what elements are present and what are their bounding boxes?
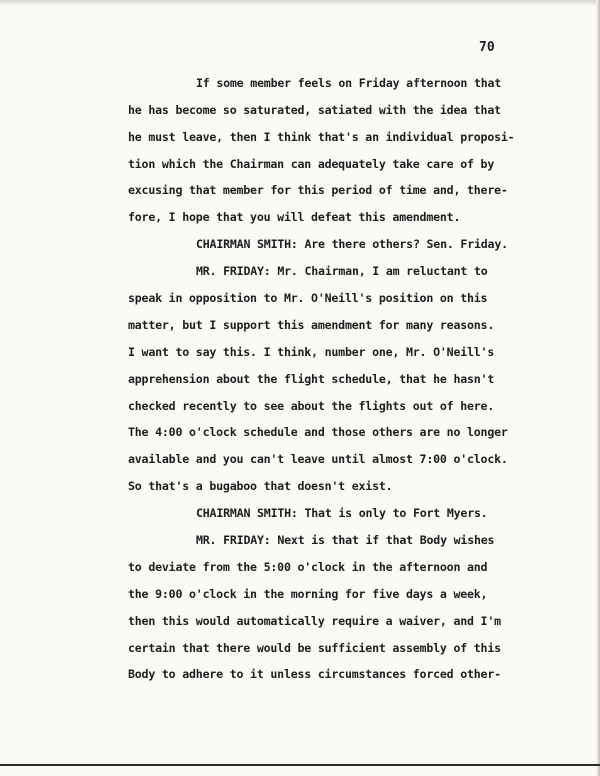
bottom-rule (0, 764, 600, 766)
text-line: he must leave, then I think that's an individual proposi- (128, 130, 515, 144)
text-line: The 4:00 o'clock schedule and those others are no longer (128, 425, 508, 439)
paper-right-edge (596, 0, 600, 776)
speaker-line: CHAIRMAN SMITH: That is only to Fort Myers. (196, 506, 488, 520)
text-line: excusing that member for this period of time and, there- (128, 183, 508, 197)
text-line: matter, but I support this amendment for many reasons. (128, 318, 495, 332)
text-line: the 9:00 o'clock in the morning for five days a week, (128, 587, 488, 601)
text-line: If some member feels on Friday afternoon that (196, 76, 502, 90)
text-line: tion which the Chairman can adequately take care of by (128, 157, 495, 171)
text-line: certain that there would be sufficient assembly of this (128, 641, 501, 655)
text-line: to deviate from the 5:00 o'clock in the afternoon and (128, 560, 488, 574)
text-line: then this would automatically require a waiver, and I'm (128, 614, 501, 628)
speaker-line: CHAIRMAN SMITH: Are there others? Sen. Friday. (196, 237, 508, 251)
text-line: fore, I hope that you will defeat this amendment. (128, 210, 461, 224)
text-line: available and you can't leave until almost 7:00 o'clock. (128, 452, 508, 466)
text-line: checked recently to see about the flights out of here. (128, 399, 495, 413)
speaker-line: MR. FRIDAY: Next is that if that Body wishes (196, 533, 495, 547)
text-line: I want to say this. I think, number one, Mr. O'Neill's (128, 345, 495, 359)
speaker-line: MR. FRIDAY: Mr. Chairman, I am reluctant to (196, 264, 488, 278)
page-number: 70 (479, 40, 495, 55)
text-line: So that's a bugaboo that doesn't exist. (128, 479, 393, 493)
text-line: Body to adhere to it unless circumstances forced other- (128, 667, 501, 681)
text-line: he has become so saturated, satiated with the idea that (128, 103, 501, 117)
text-line: speak in opposition to Mr. O'Neill's position on this (128, 291, 488, 305)
paper-top-edge (0, 0, 600, 6)
text-line: apprehension about the flight schedule, that he hasn't (128, 372, 495, 386)
